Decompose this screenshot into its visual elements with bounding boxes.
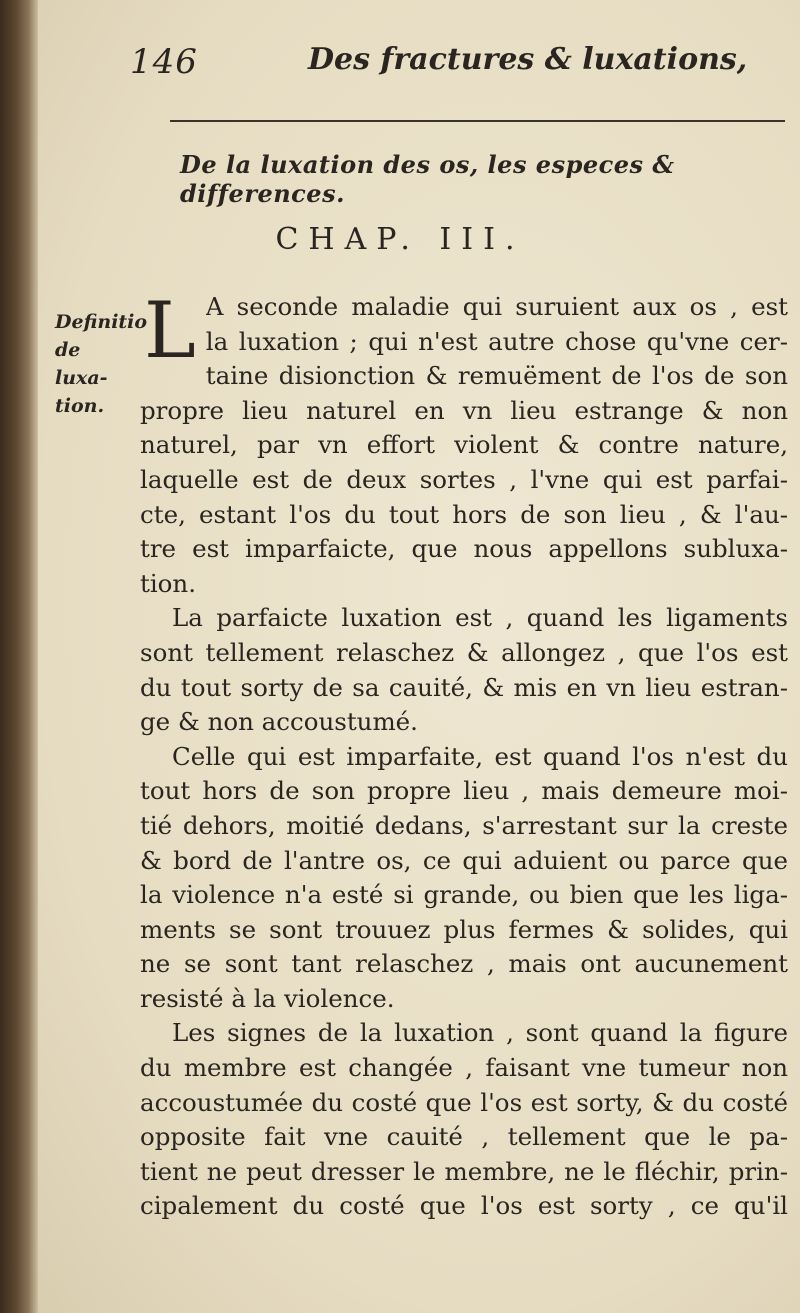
margin-note-line: de luxa- — [55, 339, 108, 389]
text-line: Celle qui est imparfaite, est quand l'os n'est du — [172, 741, 788, 771]
book-spine — [0, 0, 38, 1313]
text-line: cte, estant l'os du tout hors de son lieu , & l'au- — [140, 499, 788, 529]
text-line: opposite fait vne cauité , tellement que le pa- — [140, 1122, 788, 1152]
chapter-heading: CHAP. III. — [275, 222, 525, 257]
text-line: Les signes de la luxation , sont quand la figure — [172, 1018, 788, 1048]
text-line: propre lieu naturel en vn lieu estrange & non — [140, 395, 788, 425]
text-line: la violence n'a esté si grande, ou bien que les liga- — [140, 880, 788, 910]
text-line: tient ne peut dresser le membre, ne le fléchir, prin- — [140, 1156, 788, 1186]
page-number: 146 — [130, 42, 198, 82]
text-line: du membre est changée , faisant vne tumeur non — [140, 1053, 788, 1083]
text-line: cipalement du costé que l'os est sorty , ce qu'il — [140, 1191, 788, 1221]
page-header — [130, 42, 750, 92]
text-line: accoustumée du costé que l'os est sorty, & du costé — [140, 1087, 788, 1117]
text-line: du tout sorty de sa cauité, & mis en vn lieu estran- — [140, 672, 788, 702]
text-line: tre est imparfaicte, que nous appellons subluxa- — [140, 534, 788, 564]
text-line: A seconde maladie qui suruient aux os , est — [205, 292, 788, 321]
margin-note — [55, 308, 148, 420]
text-line: ments se sont trouuez plus fermes & solides, qui — [140, 914, 788, 944]
text-line: resisté à la violence. — [140, 983, 395, 1013]
text-line: tout hors de son propre lieu , mais demeure moi- — [140, 776, 788, 806]
margin-note-line: tion. — [55, 395, 105, 417]
text-line: tion. — [140, 568, 196, 598]
text-line: tié dehors, moitié dedans, s'arrestant sur la creste — [140, 810, 788, 840]
text-line: ne se sont tant relaschez , mais ont aucunement — [140, 949, 788, 979]
drop-cap: L — [144, 286, 196, 376]
body-text — [140, 286, 788, 1224]
section-title: De la luxation des os, les especes & differences. — [180, 150, 675, 208]
running-title: Des fractures & luxations, — [308, 42, 748, 77]
header-rule — [170, 120, 785, 122]
text-line: ge & non accoustumé. — [140, 707, 418, 737]
margin-note-line: Definitio — [55, 311, 148, 333]
text-line: taine disionction & remuëment de l'os de son — [205, 361, 788, 391]
text-line: laquelle est de deux sortes , l'vne qui est parfai- — [140, 464, 788, 494]
text-line: la luxation ; qui n'est autre chose qu'vne cer- — [205, 326, 788, 356]
text-line: & bord de l'antre os, ce qui aduient ou parce que — [140, 845, 788, 875]
text-line: sont tellement relaschez & allongez , que l'os est — [140, 637, 788, 667]
text-line: naturel, par vn effort violent & contre nature, — [140, 430, 788, 460]
text-line: La parfaicte luxation est , quand les ligaments — [172, 603, 788, 633]
